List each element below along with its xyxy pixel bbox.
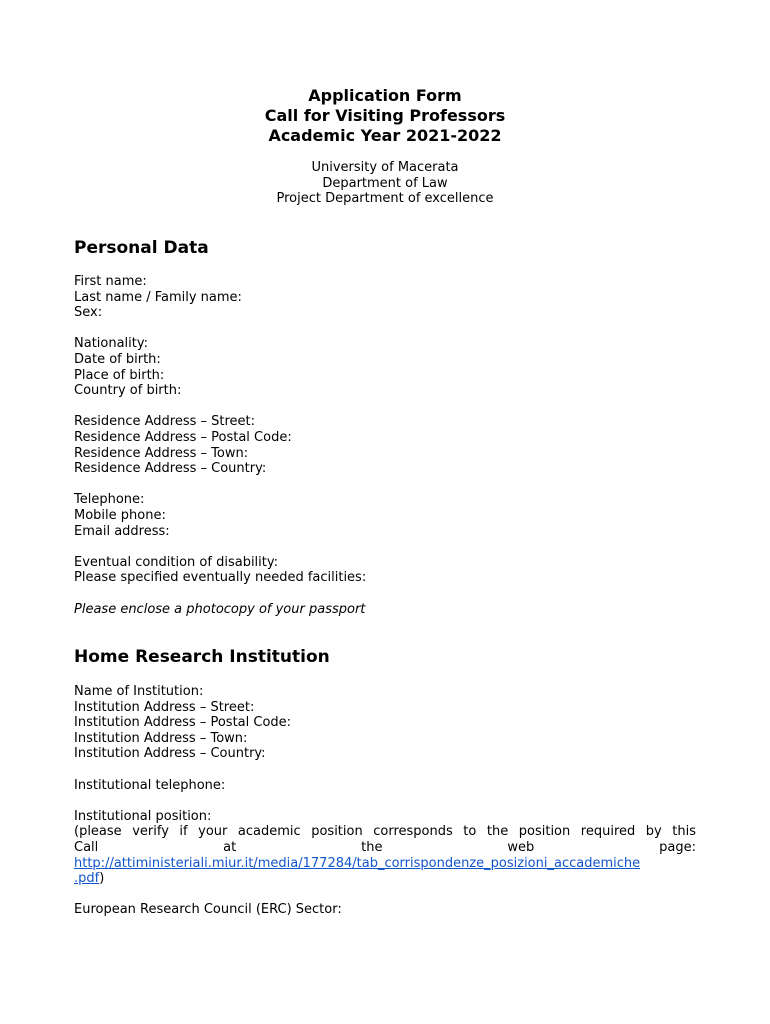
form-subtitle: Call for Visiting Professors: [264, 106, 506, 125]
first-name-label: First name:: [74, 274, 147, 289]
institution-position-label: Institutional position:: [74, 808, 212, 824]
country-of-birth-label: Country of birth:: [74, 383, 182, 399]
mobile-label: Mobile phone:: [74, 507, 166, 523]
place-of-birth-label: Place of birth:: [74, 367, 165, 383]
sex-label: Sex:: [74, 305, 103, 321]
institution-postal-label: Institution Address – Postal Code:: [74, 715, 292, 731]
home-institution-heading: Home Research Institution: [74, 647, 330, 667]
date-of-birth-label: Date of birth:: [74, 351, 161, 367]
disability-label: Eventual condition of disability:: [74, 554, 279, 570]
erc-sector-label: European Research Council (ERC) Sector:: [74, 902, 342, 918]
academic-year: Academic Year 2021-2022: [268, 126, 502, 145]
home-institution-fields: [74, 684, 696, 918]
institution-street-label: Institution Address – Street:: [74, 699, 255, 715]
verify-note-line1: (please verify if your academic position corresponds to the position required by this: [74, 824, 696, 840]
project-name: Project Department of excellence: [276, 191, 494, 207]
close-paren: ): [99, 871, 105, 887]
department-name: Department of Law: [322, 175, 448, 191]
facilities-label: Please specified eventually needed facilities:: [74, 570, 367, 586]
verify-link-line-end: [74, 871, 696, 887]
residence-street-label: Residence Address – Street:: [74, 414, 256, 430]
institution-country-label: Institution Address – Country:: [74, 746, 266, 762]
title-block: [74, 86, 696, 146]
institution-phone-label: Institutional telephone:: [74, 777, 226, 793]
residence-postal-label: Residence Address – Postal Code:: [74, 429, 292, 445]
residence-town-label: Residence Address – Town:: [74, 445, 249, 461]
verify-link-line: [74, 856, 696, 872]
personal-data-heading: Personal Data: [74, 238, 209, 258]
university-name: University of Macerata: [311, 160, 459, 175]
personal-data-fields: [74, 274, 696, 586]
nationality-label: Nationality:: [74, 336, 149, 352]
form-title: Application Form: [308, 86, 462, 105]
residence-country-label: Residence Address – Country:: [74, 461, 267, 477]
institution-town-label: Institution Address – Town:: [74, 730, 248, 746]
email-label: Email address:: [74, 523, 170, 539]
correspondence-table-link[interactable]: http://attiministeriali.miur.it/media/177284/tab_corrispondenze_posizioni_accademiche: [74, 855, 641, 871]
last-name-label: Last name / Family name:: [74, 289, 242, 305]
institution-block: [74, 160, 696, 207]
correspondence-table-link-end[interactable]: .pdf: [74, 871, 100, 887]
passport-note: Please enclose a photocopy of your passport: [74, 602, 366, 617]
verify-note-line2: Call at the web page:: [74, 839, 696, 855]
telephone-label: Telephone:: [74, 492, 145, 508]
institution-name-label: Name of Institution:: [74, 684, 204, 699]
